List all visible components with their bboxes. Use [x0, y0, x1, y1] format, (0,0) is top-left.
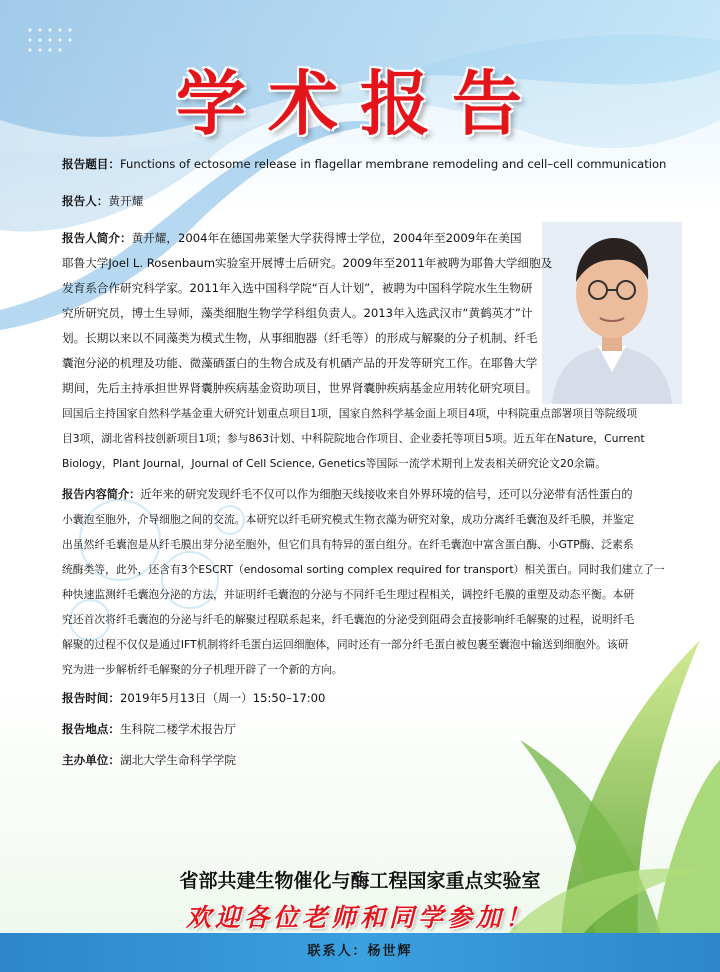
speaker-label: 报告人： [62, 194, 109, 208]
place-label: 报告地点： [62, 722, 120, 736]
abstract-text: 小囊泡至胞外，介导细胞之间的交流。本研究以纤毛研究模式生物衣藻为研究对象，成功分离纤毛囊泡及纤毛膜，并鉴定 [62, 513, 635, 526]
speaker-value: 黄开耀 [108, 194, 144, 208]
lab-name: 省部共建生物催化与酶工程国家重点实验室 [179, 870, 541, 892]
bio-text: 囊泡分泌的机理及功能、微藻硒蛋白的生物合成及有机硒产品的开发等研究工作。在耶鲁大学 [62, 356, 538, 370]
bio-line [62, 226, 682, 251]
host-label: 主办单位： [62, 753, 120, 767]
bio-text: 划。长期以来以不同藻类为模式生物，从事细胞器（纤毛等）的形成与解聚的分子机制、纤毛 [62, 331, 538, 345]
bio-line [62, 276, 682, 301]
abstract-text: 近年来的研究发现纤毛不仅可以作为细胞天线接收来自外界环境的信号，还可以分泌带有活性蛋白的 [140, 488, 633, 501]
report-title-row [62, 152, 682, 177]
host-value: 湖北大学生命科学学院 [119, 753, 236, 767]
bio-line [62, 326, 682, 351]
abstract-line [62, 532, 682, 557]
time-row [62, 686, 682, 711]
abstract-line [62, 482, 682, 507]
place-row [62, 717, 682, 742]
bio-line [62, 376, 682, 401]
abstract-line [62, 582, 682, 607]
host-row [62, 748, 682, 773]
poster-title: 学术报告 [176, 62, 544, 145]
time-label: 报告时间： [62, 691, 120, 705]
bio-text: 期间，先后主持承担世界肾囊肿疾病基金资助项目，世界肾囊肿疾病基金应用转化研究项目。 [62, 381, 538, 395]
bio-text: 耶鲁大学Joel L. Rosenbaum实验室开展博士后研究。2009年至2011年被聘为耶鲁大学细胞及 [62, 256, 553, 270]
time-value: 2019年5月13日（周一）15:50–17:00 [119, 691, 326, 705]
bio-text: 目3项，湖北省科技创新项目1项；参与863计划、中科院院地合作项目、企业委托等项目5项。近五年在Nature，Current [62, 432, 645, 445]
bio-text: 回国后主持国家自然科学基金重大研究计划重点项目1项，国家自然科学基金面上项目4项，中科院重点部署项目等院级项 [62, 407, 638, 420]
bio-line [62, 451, 682, 476]
abstract-line [62, 507, 682, 532]
abstract-text: 究为进一步解析纤毛解聚的分子机理开辟了一个新的方向。 [62, 663, 343, 676]
speaker-row [62, 189, 682, 214]
report-content [62, 152, 682, 773]
bio-line [62, 301, 682, 326]
bio-line [62, 401, 682, 426]
place-value: 生科院二楼学术报告厅 [119, 722, 236, 736]
abstract-line [62, 607, 682, 632]
report-title-label: 报告题目： [62, 157, 120, 171]
abstract-text: 解聚的过程不仅仅是通过IFT机制将纤毛蛋白运回细胞体，同时还有一部分纤毛蛋白被包裹至囊泡中输送到细胞外。该研 [62, 638, 629, 651]
report-title-value: Functions of ectosome release in flagellar membrane remodeling and cell–cell communication [119, 157, 667, 171]
bio-text: 究所研究员，博士生导师，藻类细胞生物学学科组负责人。2013年入选武汉市“黄鹤英才”计 [62, 306, 533, 320]
bio-line [0, 251, 682, 276]
abstract-text: 统酶类等，此外，还含有3个ESCRT（endosomal sorting complex required for transport）相关蛋白。同时我们建立了一 [62, 563, 665, 576]
contact-person: 联系人：杨世辉 [307, 944, 413, 959]
bio-text: Biology，Plant Journal，Journal of Cell Science, Genetics等国际一流学术期刊上发表相关研究论文20余篇。 [62, 457, 607, 470]
bio-line [62, 351, 682, 376]
abstract-line [62, 632, 682, 657]
abstract-text: 出虽然纤毛囊泡是从纤毛膜出芽分泌至胞外，但它们具有特异的蛋白组分。在纤毛囊泡中富含蛋白酶、小GTP酶、泛素系 [62, 538, 634, 551]
bio-label: 报告人简介： [62, 231, 132, 245]
abstract-text: 究还首次将纤毛囊泡的分泌与纤毛的解聚过程联系起来，纤毛囊泡的分泌受到阻碍会直接影响纤毛解聚的过程，说明纤毛 [62, 613, 635, 626]
abstract-label: 报告内容简介： [62, 488, 141, 501]
bio-line [62, 426, 682, 451]
bio-text: 发育系合作研究科学家。2011年入选中国科学院“百人计划”，被聘为中国科学院水生生物研 [62, 281, 533, 295]
bio-text: 黄开耀，2004年在德国弗莱堡大学获得博士学位，2004年至2009年在美国 [131, 231, 522, 245]
abstract-text: 种快速监测纤毛囊泡分泌的方法，并证明纤毛囊泡的分泌与不同纤毛生理过程相关，调控纤毛膜的重塑及动态平衡。本研 [62, 588, 635, 601]
abstract-line [62, 557, 682, 582]
abstract-line [62, 657, 682, 682]
welcome-banner: 欢迎各位老师和同学参加！ [185, 903, 534, 932]
